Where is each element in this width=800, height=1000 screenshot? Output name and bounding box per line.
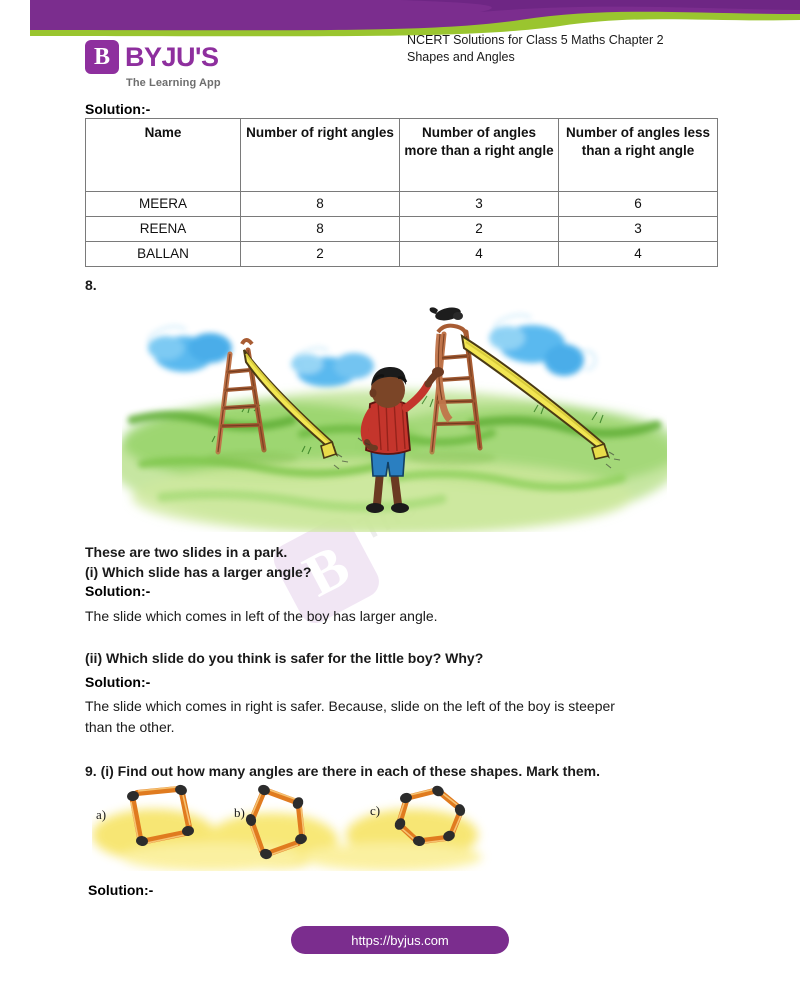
cell-right: 2 xyxy=(241,242,400,267)
byjus-logo xyxy=(85,40,235,92)
logo-tagline: The Learning App xyxy=(126,77,221,89)
document-title-line1: NCERT Solutions for Class 5 Maths Chapter 2 xyxy=(407,33,664,47)
solution-label-table: Solution:- xyxy=(85,101,151,117)
table-row xyxy=(86,242,718,267)
stick-shapes-illustration xyxy=(92,783,492,871)
solution-label-8i: Solution:- xyxy=(85,583,151,599)
question-9-heading: 9. (i) Find out how many angles are there in each of these shapes. Mark them. xyxy=(85,763,601,779)
shape-label-c: c) xyxy=(370,803,381,818)
solution-label-9: Solution:- xyxy=(88,882,154,898)
cell-less: 3 xyxy=(559,217,718,242)
question-8-number: 8. xyxy=(85,277,97,293)
cell-more: 4 xyxy=(400,242,559,267)
column-header-more-than-right: Number of angles more than a right angle xyxy=(400,119,559,192)
column-header-name: Name xyxy=(86,119,241,192)
logo-wordmark: BYJU'S xyxy=(125,41,219,72)
column-header-right-angles: Number of right angles xyxy=(241,119,400,192)
column-header-less-than-right: Number of angles less than a right angle xyxy=(559,119,718,192)
byjus-url-text: https://byjus.com xyxy=(351,932,449,948)
solution-label-8ii: Solution:- xyxy=(85,674,151,690)
question-8-intro: These are two slides in a park. xyxy=(85,544,288,560)
answer-8ii-line1: The slide which comes in right is safer. Because, slide on the left of the boy is steeper xyxy=(85,698,615,714)
watermark-b-letter: B xyxy=(293,531,360,610)
shape-label-b: b) xyxy=(234,805,245,820)
question-8-part-i: (i) Which slide has a larger angle? xyxy=(85,564,312,580)
answer-8ii-line2: than the other. xyxy=(85,719,175,735)
document-title xyxy=(407,32,737,66)
angles-table xyxy=(85,118,718,267)
shape-label-a: a) xyxy=(96,807,107,822)
cell-more: 3 xyxy=(400,192,559,217)
byjus-url-footer-button[interactable] xyxy=(291,926,509,954)
cell-name: MEERA xyxy=(86,192,241,217)
park-slides-illustration xyxy=(122,292,667,532)
cell-more: 2 xyxy=(400,217,559,242)
cell-name: BALLAN xyxy=(86,242,241,267)
table-row xyxy=(86,192,718,217)
document-title-line2: Shapes and Angles xyxy=(407,50,515,64)
cell-right: 8 xyxy=(241,217,400,242)
question-8-part-ii: (ii) Which slide do you think is safer for the little boy? Why? xyxy=(85,650,484,666)
cell-less: 6 xyxy=(559,192,718,217)
logo-b-mark-icon xyxy=(85,40,119,74)
cell-name: REENA xyxy=(86,217,241,242)
answer-8i: The slide which comes in left of the boy has larger angle. xyxy=(85,608,438,624)
table-row xyxy=(86,217,718,242)
cell-right: 8 xyxy=(241,192,400,217)
table-header-row xyxy=(86,119,718,192)
cell-less: 4 xyxy=(559,242,718,267)
logo-b-letter: B xyxy=(93,44,110,70)
logo-row xyxy=(85,40,235,74)
